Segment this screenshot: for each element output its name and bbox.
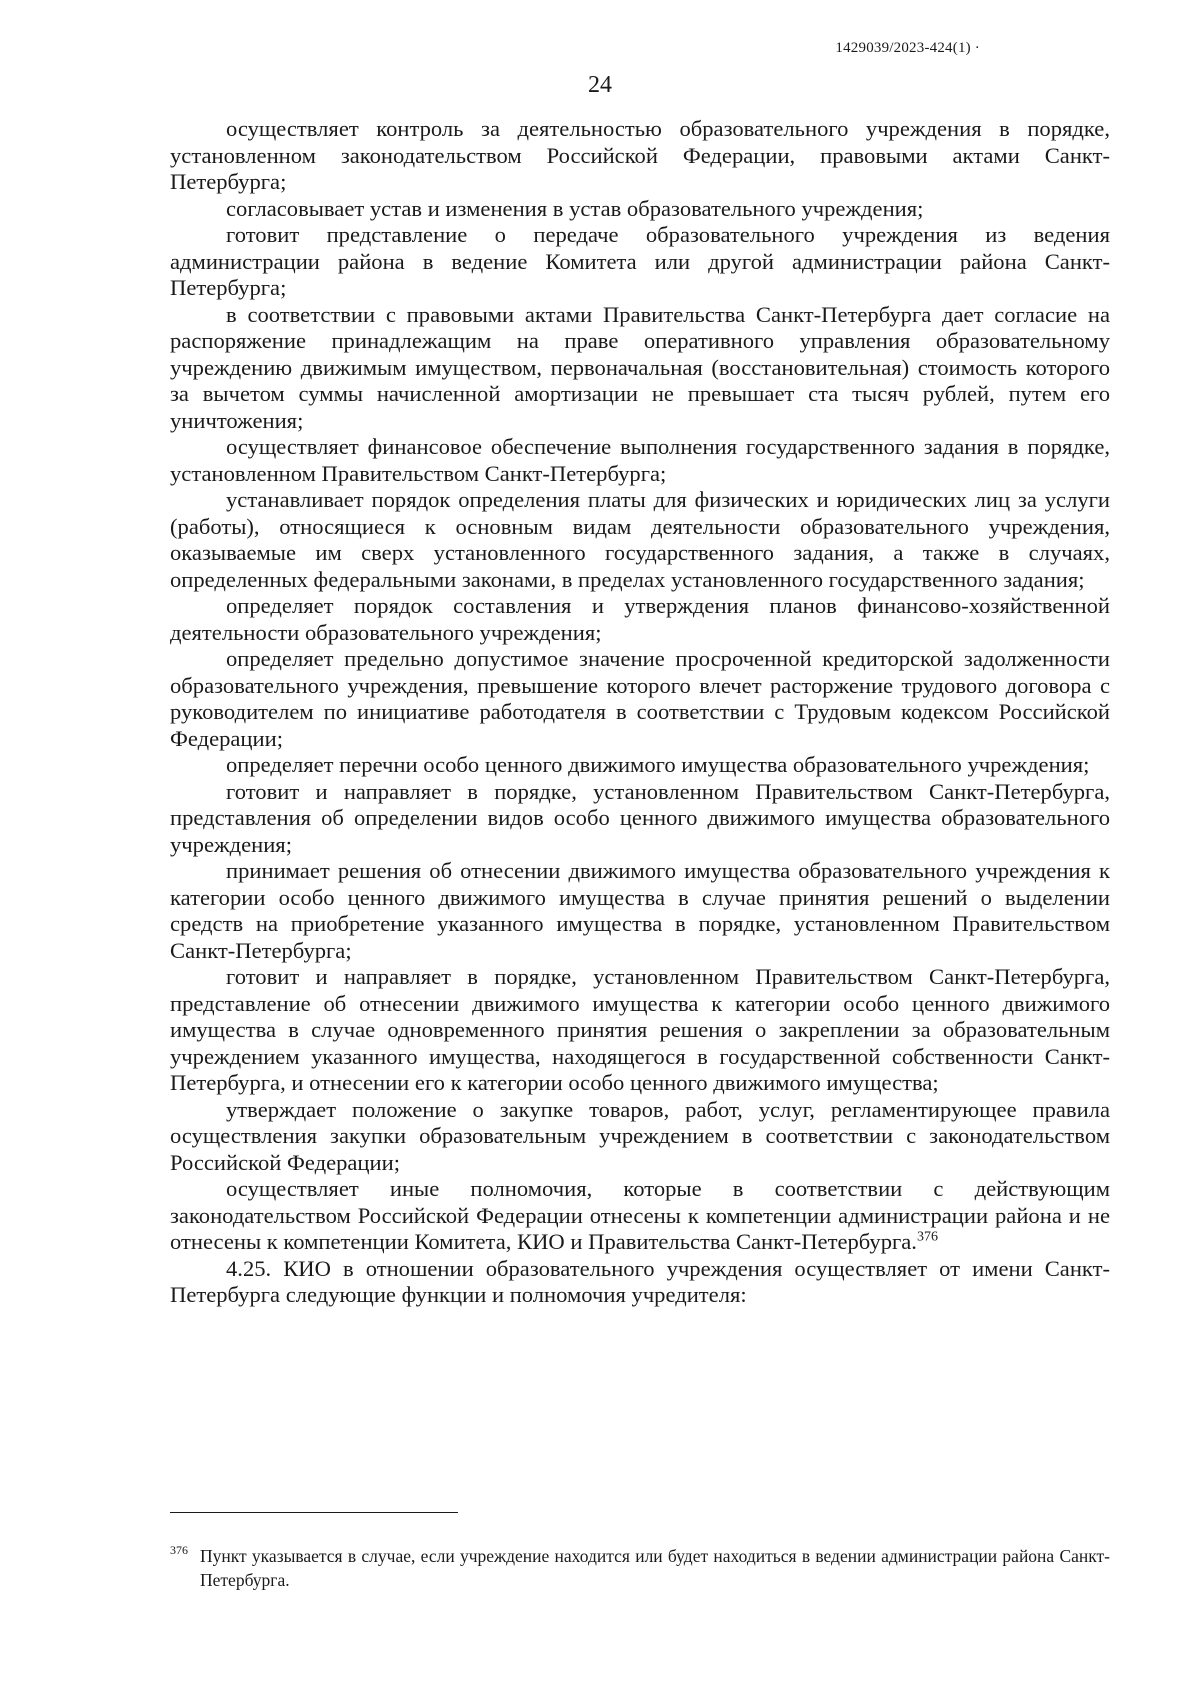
footnote-number: 376 bbox=[170, 1543, 188, 1557]
paragraph-overdue-debt: определяет предельно допустимое значение просроченной кредиторской задолженности образовательного учреждения, превышение которого влечет расторжение трудового договора с руководителем по инициативе работодателя в соответствии с Трудовым кодексом Российской Федерации; bbox=[170, 646, 1110, 751]
footnote-divider bbox=[170, 1512, 458, 1513]
paragraph-charter-approval: согласовывает устав и изменения в устав образовательного учреждения; bbox=[226, 195, 924, 221]
paragraph-valuable-property-types: готовит и направляет в порядке, установленном Правительством Санкт-Петербурга, представления об определении видов особо ценного движимого имущества образовательного учреждения; bbox=[170, 778, 1110, 857]
section-4-25-paragraph: 4.25. КИО в отношении образовательного учреждения осуществляет от имени Санкт-Петербурга следующие функции и полномочия учредителя: bbox=[170, 1255, 1110, 1307]
footnote bbox=[170, 1544, 1110, 1592]
paragraph-financial-plans: определяет порядок составления и утверждения планов финансово-хозяйственной деятельности образовательного учреждения; bbox=[170, 593, 1110, 645]
paragraph-property-assignment: готовит и направляет в порядке, установленном Правительством Санкт-Петербурга, представление об отнесении движимого имущества к категории особо ценного движимого имущества в случае одновременного принятия решения о закреплении за образовательным учреждением указанного имущества, находящегося в государственной собственности Санкт-Петербурга, и отнесении его к категории особо ценного движимого имущества; bbox=[170, 964, 1110, 1095]
paragraph-fee-procedure: устанавливает порядок определения платы для физических и юридических лиц за услуги (работы), относящиеся к основным видам деятельности образовательного учреждения, оказываемые им сверх установленного государственного задания, а также в случаях, определенных федеральными законами, в пределах установленного государственного задания; bbox=[170, 487, 1110, 592]
paragraph-property-disposal: в соответствии с правовыми актами Правительства Санкт-Петербурга дает согласие на распоряжение принадлежащим на праве оперативного управления образовательному учреждению движимым имуществом, первоначальная (восстановительная) стоимость которого за вычетом суммы начисленной амортизации не превышает ста тысяч рублей, путем его уничтожения; bbox=[170, 301, 1110, 433]
paragraph-transfer-proposal: готовит представление о передаче образовательного учреждения из ведения администрации района в ведение Комитета или другой администрации района Санкт-Петербурга; bbox=[170, 222, 1110, 300]
document-registration-number: 1429039/2023-424(1) · bbox=[835, 40, 980, 56]
paragraph-property-categorization: принимает решения об отнесении движимого имущества образовательного учреждения к категории особо ценного движимого имущества в случае принятия решений о выделении средств на приобретение указанного имущества в порядке, установленном Правительством Санкт-Петербурга; bbox=[170, 858, 1110, 963]
paragraph-other-powers bbox=[170, 1176, 1110, 1256]
paragraph-financing: осуществляет финансовое обеспечение выполнения государственного задания в порядке, установленном Правительством Санкт-Петербурга; bbox=[170, 434, 1110, 486]
document-body bbox=[170, 116, 1110, 1309]
footnote-reference[interactable]: 376 bbox=[916, 1229, 938, 1245]
footnote-text: Пункт указывается в случае, если учреждение находится или будет находиться в ведении администрации района Санкт-Петербурга. bbox=[200, 1546, 1110, 1590]
paragraph-oversight: осуществляет контроль за деятельностью образовательного учреждения в порядке, установленном законодательством Российской Федерации, правовыми актами Санкт-Петербурга; bbox=[170, 116, 1110, 194]
paragraph-valuable-property-lists: определяет перечни особо ценного движимого имущества образовательного учреждения; bbox=[226, 752, 1090, 777]
paragraph-procurement-regulation: утверждает положение о закупке товаров, работ, услуг, регламентирующее правила осуществления закупки образовательным учреждением в соответствии с законодательством Российской Федерации; bbox=[170, 1096, 1110, 1175]
paragraph-other-powers-text: осуществляет иные полномочия, которые в соответствии с действующим законодательством Российской Федерации отнесены к компетенции администрации района и не отнесены к компетенции Комитета, КИО и Правительства Санкт-Петербурга. bbox=[170, 1176, 1110, 1254]
page-number: 24 bbox=[588, 72, 612, 98]
